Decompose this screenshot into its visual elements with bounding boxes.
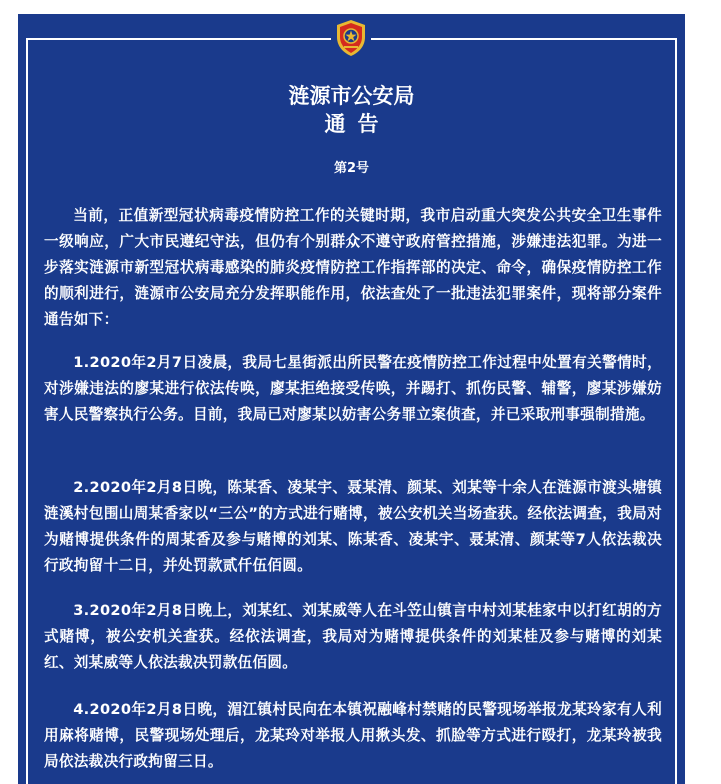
frame-left-border bbox=[26, 38, 28, 784]
police-emblem-icon bbox=[331, 18, 371, 58]
notice-panel bbox=[18, 14, 685, 784]
case-paragraph-4: 4.2020年2月8日晚，湄江镇村民向在本镇祝融峰村禁赌的民警现场举报龙某玲家有人利用麻将赌博，民警现场处理后，龙某玲对举报人用揪头发、抓脸等方式进行殴打，龙某玲被我局依法裁决行政拘留三日。 bbox=[44, 701, 662, 770]
notice-number: 第2号 bbox=[333, 161, 370, 176]
case-paragraph-3: 3.2020年2月8日晚上，刘某红、刘某威等人在斗笠山镇言中村刘某桂家中以打红胡的方式赌博，被公安机关查获。经依法调查，我局对为赌博提供条件的刘某桂及参与赌博的刘某红、刘某威等人依法裁决罚款伍佰圆。 bbox=[44, 602, 662, 671]
intro-paragraph: 当前，正值新型冠状病毒疫情防控工作的关键时期，我市启动重大突发公共安全卫生事件一级响应，广大市民遵纪守法，但仍有个别群众不遵守政府管控措施，涉嫌违法犯罪。为进一步落实涟源市新型冠状病毒感染的肺炎疫情防控工作指挥部的决定、命令，确保疫情防控工作的顺利进行，涟源市公安局充分发挥职能作用，依法查处了一批违法犯罪案件，现将部分案件通告如下： bbox=[44, 207, 662, 328]
notice-title: 涟源市公安局 bbox=[288, 84, 415, 108]
frame-right-border bbox=[675, 38, 677, 784]
notice-subtitle: 通告 bbox=[324, 112, 391, 136]
case-paragraph-1: 1.2020年2月7日凌晨，我局七星街派出所民警在疫情防控工作过程中处置有关警情时，对涉嫌违法的廖某进行依法传唤，廖某拒绝接受传唤，并踢打、抓伤民警、辅警，廖某涉嫌妨害人民警察执行公务。目前，我局已对廖某以妨害公务罪立案侦查，并已采取刑事强制措施。 bbox=[44, 354, 662, 423]
case-paragraph-2: 2.2020年2月8日晚，陈某香、凌某宇、聂某清、颜某、刘某等十余人在涟源市渡头塘镇涟溪村包围山周某香家以“三公”的方式进行赌博，被公安机关当场查获。经依法调查，我局对为赌博提供条件的周某香及参与赌博的刘某、陈某香、凌某宇、聂某清、颜某等7人依法裁决行政拘留十二日，并处罚款贰仟伍佰圆。 bbox=[44, 479, 662, 574]
